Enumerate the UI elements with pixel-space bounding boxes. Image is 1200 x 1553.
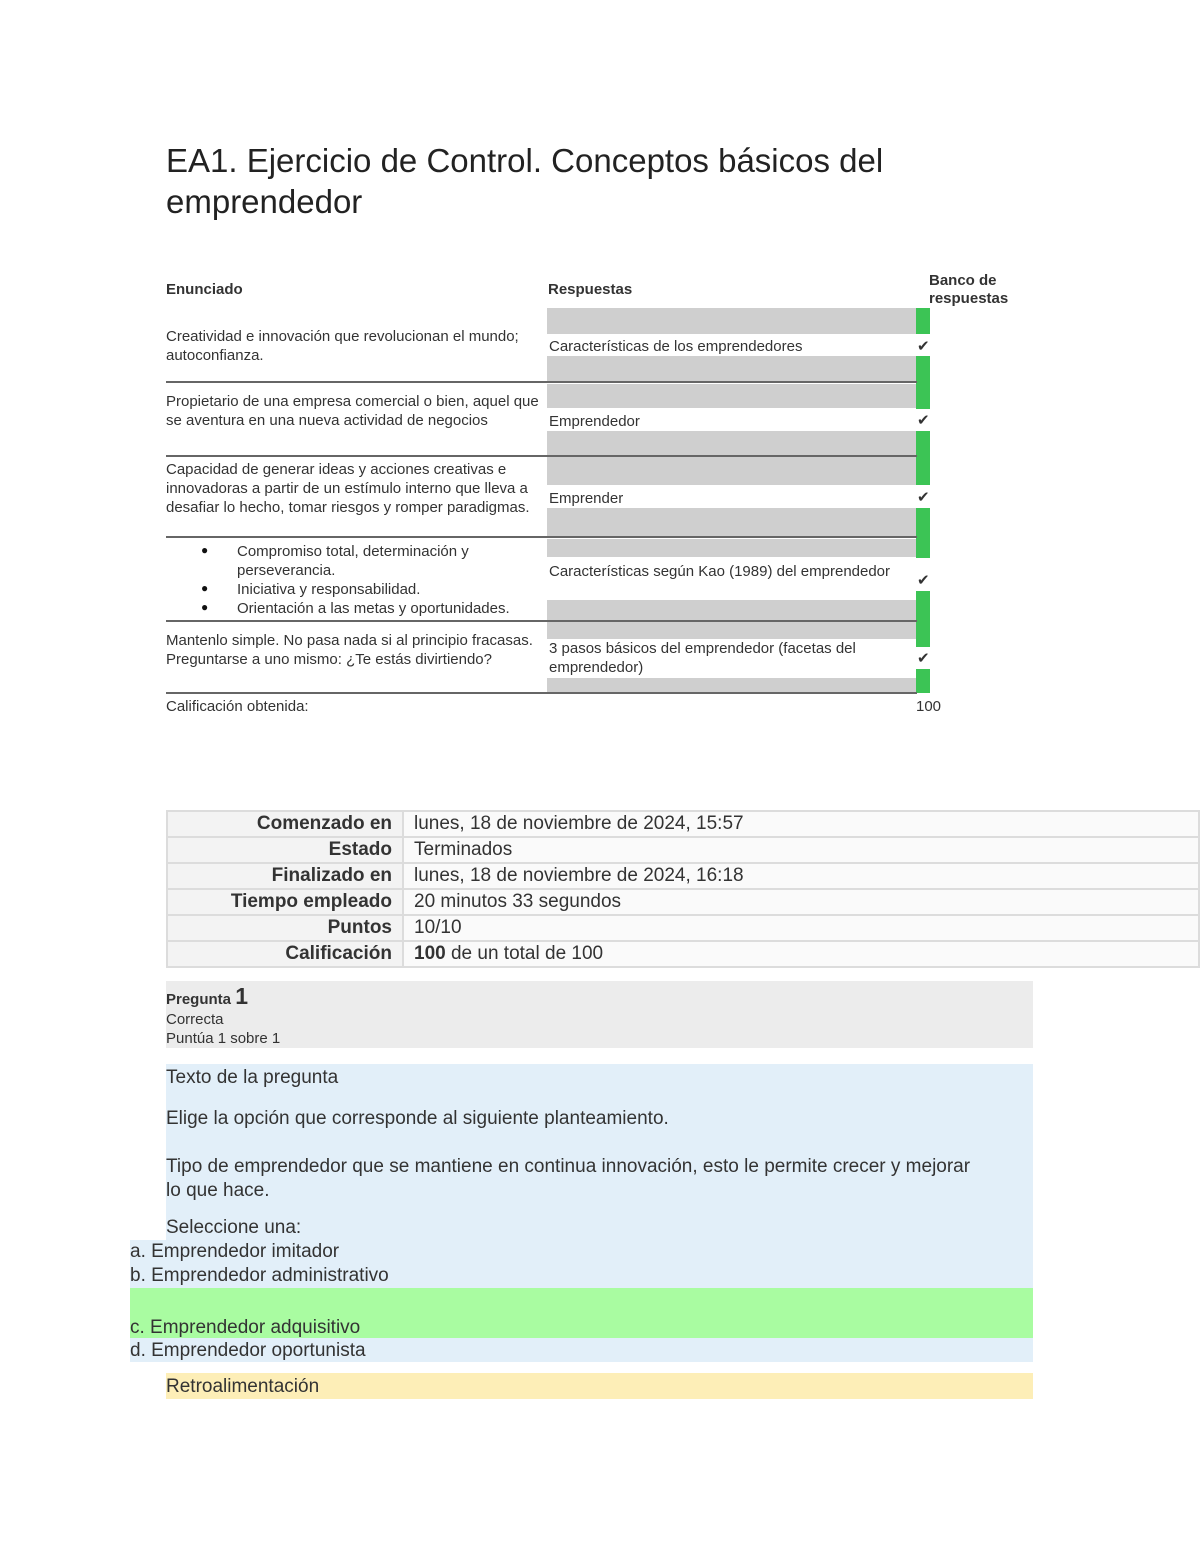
answer-option-c[interactable]: c. Emprendedor adquisitivo bbox=[130, 1317, 361, 1338]
grade-total: de un total de 100 bbox=[445, 943, 604, 964]
correct-indicator bbox=[916, 308, 930, 334]
correct-indicator bbox=[916, 356, 930, 409]
row-divider bbox=[166, 455, 917, 457]
score-value: 100 bbox=[916, 698, 942, 715]
correct-indicator bbox=[916, 508, 930, 558]
answer-text: Emprendedor bbox=[549, 413, 640, 430]
summary-value: lunes, 18 de noviembre de 2024, 16:18 bbox=[403, 863, 1199, 889]
summary-row bbox=[167, 915, 1199, 941]
question-statement: Tipo de emprendedor que se mantiene en continua innovación, esto le permite crecer y mejorar lo que hace. bbox=[166, 1156, 971, 1201]
statement-text: Propietario de una empresa comercial o bien, aquel que se aventura en una nueva actividad de negocios bbox=[166, 393, 539, 429]
select-one-label: Seleccione una: bbox=[166, 1217, 302, 1238]
summary-label: Finalizado en bbox=[167, 863, 403, 889]
answer-text: 3 pasos básicos del emprendedor (facetas del emprendedor) bbox=[549, 640, 856, 676]
header-respuestas: Respuestas bbox=[548, 281, 633, 298]
summary-value bbox=[403, 941, 1199, 967]
row-divider bbox=[166, 381, 917, 383]
summary-row bbox=[167, 941, 1199, 967]
summary-value: Terminados bbox=[403, 837, 1199, 863]
summary-value: 20 minutos 33 segundos bbox=[403, 889, 1199, 915]
header-banco-respuestas: Banco de respuestas bbox=[929, 272, 1009, 307]
correct-indicator bbox=[916, 431, 930, 485]
check-icon: ✔ bbox=[917, 572, 930, 589]
feedback-panel bbox=[166, 1373, 1033, 1399]
answer-slot bbox=[547, 356, 916, 382]
question-prompt: Elige la opción que corresponde al siguiente planteamiento. bbox=[166, 1108, 669, 1129]
bullet-item: ● Iniciativa y responsabilidad. bbox=[166, 580, 550, 599]
correct-indicator bbox=[916, 669, 930, 693]
summary-row bbox=[167, 811, 1199, 837]
feedback-label: Retroalimentación bbox=[166, 1376, 320, 1397]
answer-slot bbox=[547, 384, 916, 408]
answer-slot bbox=[547, 539, 916, 557]
summary-label: Puntos bbox=[167, 915, 403, 941]
header-enunciado: Enunciado bbox=[166, 281, 243, 298]
summary-label: Calificación bbox=[167, 941, 403, 967]
question-status: Correcta bbox=[166, 1011, 224, 1028]
row-divider bbox=[166, 620, 917, 622]
bullet-item: ● Orientación a las metas y oportunidades. bbox=[166, 599, 550, 618]
grade-value: 100 bbox=[414, 943, 446, 964]
summary-row bbox=[167, 889, 1199, 915]
answer-slot bbox=[547, 600, 916, 620]
summary-label: Tiempo empleado bbox=[167, 889, 403, 915]
check-icon: ✔ bbox=[917, 338, 930, 355]
answer-text: Características según Kao (1989) del emprendedor bbox=[549, 563, 891, 580]
check-icon: ✔ bbox=[917, 489, 930, 506]
statement-text: Mantenlo simple. No pasa nada si al principio fracasas. Preguntarse a uno mismo: ¿Te estás divirtiendo? bbox=[166, 632, 533, 668]
answer-slot bbox=[547, 308, 916, 334]
question-number: 1 bbox=[235, 983, 248, 1009]
question-label: Pregunta bbox=[166, 991, 232, 1008]
statement-text: Capacidad de generar ideas y acciones creativas e innovadoras a partir de un estímulo interno que lleva a desafiar lo hecho, tomar riesgos y romper paradigmas. bbox=[166, 461, 530, 516]
score-label: Calificación obtenida: bbox=[166, 698, 309, 715]
summary-row bbox=[167, 837, 1199, 863]
answer-slot bbox=[547, 622, 916, 639]
statement-bullet-list bbox=[166, 542, 550, 618]
question-text-heading: Texto de la pregunta bbox=[166, 1067, 339, 1088]
summary-row bbox=[167, 863, 1199, 889]
answer-slot bbox=[547, 457, 916, 485]
attempt-summary-table bbox=[166, 810, 1200, 968]
summary-value: lunes, 18 de noviembre de 2024, 15:57 bbox=[403, 811, 1199, 837]
answer-text: Emprender bbox=[549, 490, 624, 507]
row-divider bbox=[166, 536, 917, 538]
check-icon: ✔ bbox=[917, 650, 930, 667]
question-info-panel bbox=[166, 981, 1033, 1048]
bullet-item: ● Compromiso total, determinación y perseverancia. bbox=[166, 542, 550, 580]
page-title: EA1. Ejercicio de Control. Conceptos básicos del emprendedor bbox=[166, 142, 884, 220]
summary-label: Comenzado en bbox=[167, 811, 403, 837]
answer-option-b[interactable]: b. Emprendedor administrativo bbox=[130, 1265, 389, 1286]
answer-text: Características de los emprendedores bbox=[549, 338, 803, 355]
statement-text: Creatividad e innovación que revolucionan el mundo; autoconfianza. bbox=[166, 328, 519, 364]
summary-label: Estado bbox=[167, 837, 403, 863]
summary-value: 10/10 bbox=[403, 915, 1199, 941]
answer-slot bbox=[547, 508, 916, 537]
answer-slot bbox=[547, 678, 916, 693]
answer-option-d[interactable]: d. Emprendedor oportunista bbox=[130, 1340, 366, 1361]
answer-slot bbox=[547, 431, 916, 455]
question-score: Puntúa 1 sobre 1 bbox=[166, 1030, 281, 1047]
row-divider bbox=[166, 692, 917, 694]
answer-option-a[interactable]: a. Emprendedor imitador bbox=[130, 1241, 340, 1262]
check-icon: ✔ bbox=[917, 412, 930, 429]
correct-indicator bbox=[916, 591, 930, 647]
